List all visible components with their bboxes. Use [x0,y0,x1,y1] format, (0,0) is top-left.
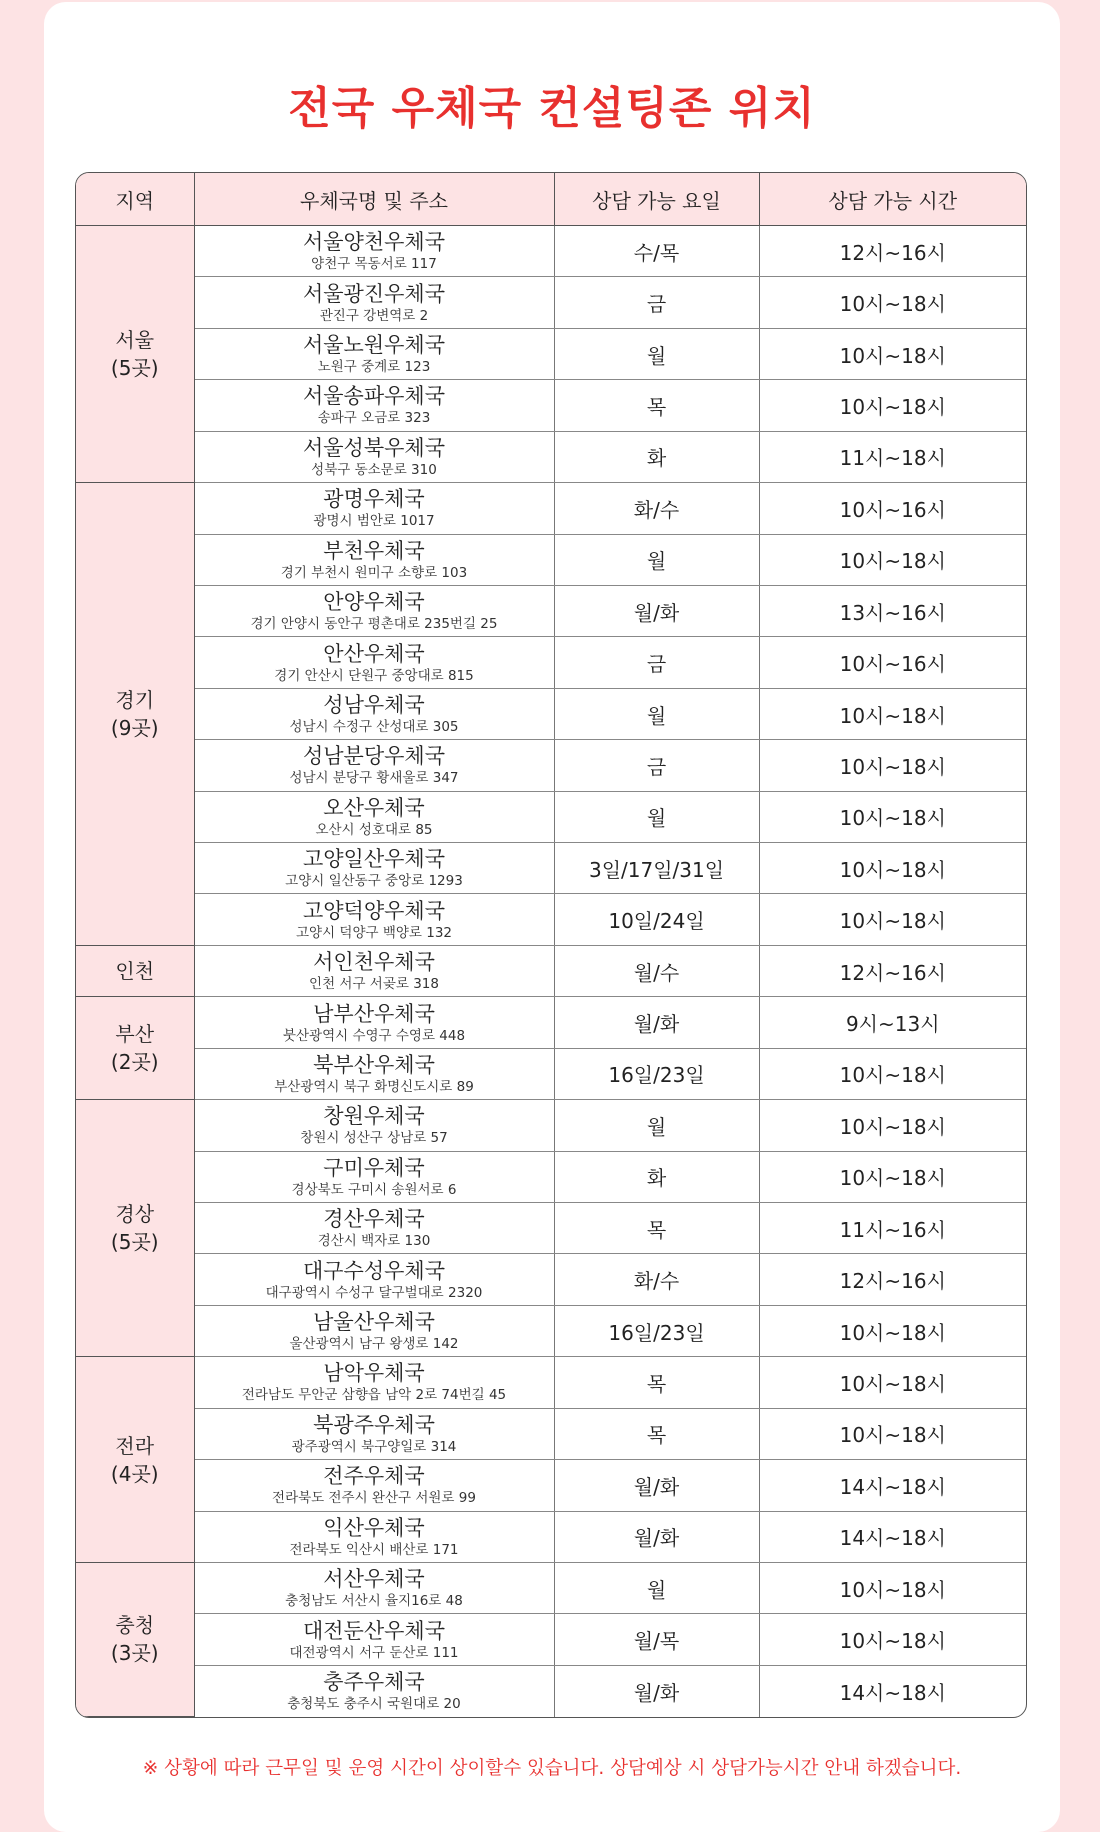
consult-days: 월 [554,1100,759,1151]
office-cell [194,637,554,688]
office-name: 북광주우체국 [313,1412,435,1437]
header-office: 우체국명 및 주소 [194,173,554,226]
office-address: 충청북도 충주시 국원대로 20 [287,1696,461,1713]
office-name: 충주우체국 [323,1670,425,1695]
page-title: 전국 우체국 컨설팅존 위치 [288,83,816,134]
office-cell [194,534,554,585]
office-address: 경상북도 구미시 송원서로 6 [291,1181,457,1198]
consult-days: 월/화 [554,997,759,1048]
consult-hours: 10시~18시 [759,843,1026,894]
consult-hours: 10시~18시 [759,1562,1026,1613]
region-name: 인천 [115,959,155,984]
table-row [76,277,1026,328]
region-name: 부산 [115,1022,155,1047]
office-name: 남부산우체국 [313,1001,435,1026]
office-cell [194,894,554,945]
consult-hours: 12시~16시 [759,1254,1026,1305]
region-name: 경기 [115,688,155,712]
office-address: 노원구 중계로 123 [317,359,431,376]
consult-hours: 10시~18시 [759,740,1026,791]
region-cell [76,1100,194,1357]
header-region: 지역 [76,173,194,226]
table-row [76,226,1026,277]
office-name: 서인천우체국 [313,950,435,975]
consult-hours: 10시~18시 [759,1048,1026,1099]
consult-days: 월 [554,1562,759,1613]
consult-days: 금 [554,740,759,791]
office-cell [194,1305,554,1356]
content-card [44,2,1060,1832]
table-row [76,1460,1026,1511]
table-row [76,1511,1026,1562]
region-name: 서울 [115,328,155,353]
office-address: 고양시 일산동구 중앙로 1293 [285,873,463,890]
office-name: 고양일산우체국 [302,847,445,872]
consult-hours: 10시~18시 [759,1151,1026,1202]
consult-days: 수/목 [554,226,759,277]
office-cell [194,1562,554,1613]
table-row [76,431,1026,482]
table-row [76,1408,1026,1459]
office-address: 광주광역시 북구양일로 314 [291,1438,457,1455]
office-address: 오산시 성호대로 85 [315,821,433,838]
office-name: 서울광진우체국 [302,281,445,306]
office-address: 경기 안양시 동안구 평촌대로 235번길 25 [250,616,498,633]
office-address: 양천구 목동서로 117 [311,256,437,273]
consult-days: 월/수 [554,945,759,996]
office-name: 대구수성우체국 [302,1258,445,1283]
table-row [76,1254,1026,1305]
region-cell [76,483,194,946]
region-cell [76,1562,194,1716]
header-days: 상담 가능 요일 [554,173,759,226]
consult-days: 화/수 [554,1254,759,1305]
office-address: 송파구 오금로 323 [317,410,431,427]
consult-days: 3일/17일/31일 [554,843,759,894]
consult-hours: 10시~18시 [759,688,1026,739]
table-header-row [76,173,1026,226]
office-name: 안양우체국 [323,590,425,615]
office-name: 북부산우체국 [313,1052,435,1077]
table-row [76,740,1026,791]
office-name: 서울성북우체국 [302,435,445,460]
office-address: 충청남도 서산시 율지16로 48 [285,1593,463,1610]
office-cell [194,431,554,482]
office-address: 전라남도 무안군 삼향읍 남악 2로 74번길 45 [241,1387,507,1404]
consult-days: 목 [554,380,759,431]
office-name: 서산우체국 [323,1567,425,1592]
office-cell [194,585,554,636]
consult-days: 목 [554,1203,759,1254]
office-address: 대구광역시 수성구 달구벌대로 2320 [265,1284,483,1301]
table-row [76,380,1026,431]
office-name: 서울양천우체국 [302,230,445,255]
office-name: 오산우체국 [323,795,425,820]
office-address: 전라북도 전주시 완산구 서원로 99 [272,1490,476,1507]
consult-days: 화/수 [554,483,759,534]
consult-hours: 14시~18시 [759,1460,1026,1511]
consult-days: 월/화 [554,585,759,636]
consult-days: 월/화 [554,1665,759,1716]
consult-hours: 13시~16시 [759,585,1026,636]
consult-hours: 10시~16시 [759,637,1026,688]
consult-hours: 10시~18시 [759,534,1026,585]
office-cell [194,1151,554,1202]
table-row [76,1665,1026,1716]
office-address: 인천 서구 서곶로 318 [309,976,439,993]
consult-hours: 11시~16시 [759,1203,1026,1254]
consult-days: 목 [554,1408,759,1459]
region-count: (3곳) [110,1641,159,1666]
consult-hours: 12시~16시 [759,226,1026,277]
consult-hours: 10시~18시 [759,277,1026,328]
office-address: 전라북도 익산시 배산로 171 [289,1541,459,1558]
consult-days: 목 [554,1357,759,1408]
office-name: 광명우체국 [323,487,425,512]
consult-days: 월 [554,328,759,379]
consult-hours: 10시~18시 [759,1305,1026,1356]
office-name: 전주우체국 [323,1464,425,1489]
table-row [76,1305,1026,1356]
table-row [76,1048,1026,1099]
office-address: 경기 안산시 단원구 중앙대로 815 [274,667,474,684]
consult-days: 금 [554,637,759,688]
office-cell [194,226,554,277]
office-address: 성북구 동소문로 310 [311,461,437,478]
consult-hours: 10시~18시 [759,894,1026,945]
office-name: 고양덕양우체국 [302,898,445,923]
office-cell [194,1460,554,1511]
office-address: 고양시 덕양구 백양로 132 [295,924,452,941]
office-cell [194,740,554,791]
table-row [76,894,1026,945]
table-row [76,945,1026,996]
consult-days: 화 [554,1151,759,1202]
office-name: 남악우체국 [323,1361,425,1386]
office-cell [194,1614,554,1665]
region-name: 경상 [115,1202,155,1227]
office-name: 성남우체국 [323,693,425,717]
office-name: 부천우체국 [323,538,425,563]
table-row [76,1614,1026,1665]
region-count: (9곳) [110,716,159,740]
consult-hours: 10시~18시 [759,1357,1026,1408]
office-name: 남울산우체국 [313,1310,435,1335]
table-row [76,585,1026,636]
region-count: (5곳) [110,356,159,381]
consult-hours: 14시~18시 [839,1680,946,1705]
office-cell [194,483,554,534]
table-row [76,1357,1026,1408]
consult-days: 16일/23일 [554,1305,759,1356]
region-cell [76,226,194,483]
table-row [76,328,1026,379]
office-address: 성남시 수정구 산성대로 305 [289,719,459,735]
consult-hours: 10시~18시 [759,1614,1026,1665]
region-name: 전라 [115,1433,155,1458]
office-address: 부산광역시 북구 화명신도시로 89 [274,1078,474,1095]
office-cell [194,1254,554,1305]
office-address: 광명시 범안로 1017 [313,513,435,530]
post-office-table-container [75,172,1027,1718]
office-cell [194,1665,554,1716]
consult-hours: 10시~18시 [759,328,1026,379]
consult-days: 월 [554,688,759,739]
region-count: (4곳) [110,1461,159,1486]
table-row [76,997,1026,1048]
consult-days: 월 [554,534,759,585]
office-name: 서울송파우체국 [302,384,445,409]
table-row [76,637,1026,688]
office-name: 경산우체국 [323,1207,425,1232]
consult-hours: 10시~18시 [759,1408,1026,1459]
office-address: 울산광역시 남구 왕생로 142 [289,1336,459,1353]
office-name: 구미우체국 [323,1155,425,1180]
office-cell [194,791,554,842]
office-cell [194,1511,554,1562]
consult-days: 월 [554,791,759,842]
consult-hours: 10시~16시 [759,483,1026,534]
consult-days: 화 [554,431,759,482]
office-cell [194,1203,554,1254]
office-name: 안산우체국 [323,641,425,666]
office-name: 익산우체국 [323,1515,425,1540]
office-cell [194,1357,554,1408]
consult-hours: 9시~13시 [759,997,1026,1048]
header-hours: 상담 가능 시간 [759,173,1026,226]
office-address: 관진구 강변역로 2 [319,307,429,324]
consult-hours: 10시~18시 [759,380,1026,431]
table-row [76,688,1026,739]
table-row [76,1562,1026,1613]
region-count: (5곳) [110,1230,159,1255]
post-office-table [76,173,1026,1717]
table-body [76,226,1026,1717]
office-cell [194,688,554,739]
office-name: 대전둔산우체국 [302,1618,445,1643]
consult-days: 16일/23일 [554,1048,759,1099]
office-address: 대전광역시 서구 둔산로 111 [289,1644,459,1661]
office-cell [194,945,554,996]
consult-days: 금 [554,277,759,328]
footnote: ※ 상황에 따라 근무일 및 운영 시간이 상이할수 있습니다. 상담예상 시 상담가능시간 안내 하겠습니다. [142,1758,962,1779]
consult-hours: 14시~18시 [759,1511,1026,1562]
table-row [76,534,1026,585]
table-row [76,843,1026,894]
office-cell [194,1100,554,1151]
consult-hours: 11시~18시 [759,431,1026,482]
region-cell [76,997,194,1100]
consult-days: 월/목 [554,1614,759,1665]
office-cell [194,380,554,431]
region-cell [76,945,194,996]
table-row [76,791,1026,842]
consult-days: 10일/24일 [554,894,759,945]
table-row [76,1203,1026,1254]
office-address: 창원시 성산구 상남로 57 [300,1130,448,1147]
table-row [76,1100,1026,1151]
office-address: 붓산광역시 수영구 수영로 448 [282,1027,466,1044]
office-cell [194,1408,554,1459]
consult-hours: 12시~16시 [759,945,1026,996]
consult-days: 월/화 [554,1460,759,1511]
office-cell [194,843,554,894]
office-cell [194,328,554,379]
region-name: 충청 [115,1613,155,1638]
office-name: 성남분당우체국 [302,744,445,769]
region-count: (2곳) [110,1050,159,1075]
table-row [76,483,1026,534]
table-row [76,1151,1026,1202]
office-name: 서울노원우체국 [302,333,445,358]
office-name: 창원우체국 [323,1104,425,1129]
office-address: 경산시 백자로 130 [317,1233,431,1250]
office-cell [194,1048,554,1099]
consult-hours: 10시~18시 [759,1100,1026,1151]
region-cell [76,1357,194,1563]
office-cell [194,277,554,328]
office-cell [194,997,554,1048]
office-address: 경기 부천시 원미구 소향로 103 [280,564,468,581]
office-address: 성남시 분당구 황새울로 347 [289,770,459,787]
consult-days: 월/화 [554,1511,759,1562]
consult-hours: 10시~18시 [759,791,1026,842]
